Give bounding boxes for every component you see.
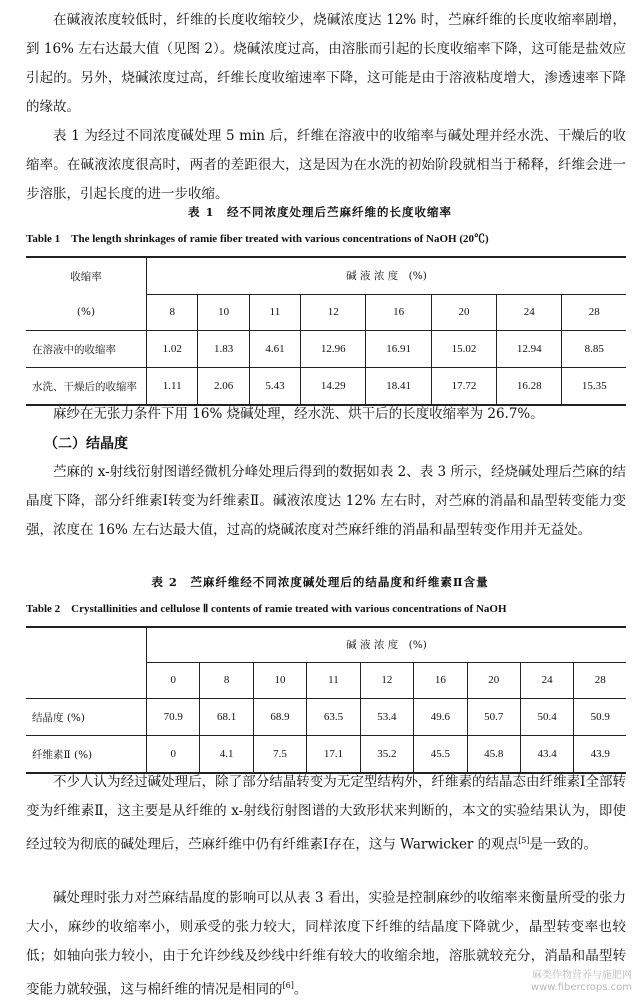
watermark-line: 麻类作物营养与施肥网 (532, 970, 632, 981)
table2-cell: 17.1 (307, 736, 360, 774)
table2-caption-en: Table 2 Crystallinities and cellulose Ⅱ contents of ramie treated with various concentrations of NaOH (26, 603, 507, 615)
table2-corner-blank (26, 662, 147, 699)
table1-cell: 16.28 (497, 368, 562, 406)
table1-col-header: 10 (198, 294, 249, 331)
table1-group-header: 碱 液 浓 度 (%) (147, 257, 627, 294)
table2-cell: 50.9 (574, 699, 626, 736)
table1-cell: 1.11 (147, 368, 198, 406)
table2-cell: 45.5 (414, 736, 467, 774)
paragraph-cellulose-form (26, 768, 626, 860)
paragraph-table1-intro: 表 1 为经过不同浓度碱处理 5 min 后，纤维在溶液中的收缩率与碱处理并经水洗、干燥后的收缩率。在碱液浓度很高时，两者的差距很大，这是因为在水洗的初始阶段就相当于稀释，纤维会进一步溶胀，引起长度的进一步收缩。 (26, 128, 626, 202)
table2 (26, 626, 626, 774)
table2-cell: 50.7 (467, 699, 520, 736)
table1-corner-bottom: (%) (76, 306, 96, 318)
table2-cell: 68.1 (200, 699, 253, 736)
table2-cell: 68.9 (253, 699, 306, 736)
table1 (26, 256, 626, 406)
table1-row-label: 水洗、干燥后的收缩率 (26, 368, 147, 406)
table2-col-header: 12 (360, 662, 413, 699)
table2-cell: 70.9 (147, 699, 200, 736)
watermark-line: www.fibercrops.com (530, 982, 632, 993)
table1-col-header: 24 (497, 294, 562, 331)
table-row (26, 331, 626, 368)
table2-col-header: 24 (520, 662, 573, 699)
table1-cell: 12.96 (301, 331, 366, 368)
citation-ref: [6] (282, 981, 294, 990)
table1-col-header: 8 (147, 294, 198, 331)
paragraph-crystallinity: 苎麻的 x-射线衍射图谱经微机分峰处理后得到的数据如表 2、表 3 所示，经烧碱处理后苎麻的结晶度下降，部分纤维素Ⅰ转变为纤维素Ⅱ。碱液浓度达 12% 左右时，对苎麻的消晶和晶型转变能力变强，浓度在 16% 左右达最大值，过高的烧碱浓度对苎麻纤维的消晶和晶型转变作用并无益处。 (26, 464, 626, 538)
table2-cell: 53.4 (360, 699, 413, 736)
paragraph-text: 碱处理时张力对苎麻结晶度的影响可以从表 3 看出，实验是控制麻纱的收缩率来衡量所受的张力大小，麻纱的收缩率小，则承受的张力较大，同样浓度下纤维的结晶度下降就少，晶型转变率也较低；如轴向张力较小，由于允许纱线及纱线中纤维有较大的收缩余地，溶胀就较充分，消晶和晶型转变能力就较强，这与棉纤维的情况是相同的 (26, 890, 626, 998)
table1-cell: 1.83 (198, 331, 249, 368)
table1-col-header: 12 (301, 294, 366, 331)
table2-cell: 63.5 (307, 699, 360, 736)
table1-col-header: 16 (366, 294, 431, 331)
table1-row-label: 在溶液中的收缩率 (26, 331, 147, 368)
table1-cell: 15.02 (431, 331, 496, 368)
paragraph-shrinkage: 在碱液浓度较低时，纤维的长度收缩较少，烧碱浓度达 12% 时，苎麻纤维的长度收缩率剧增，到 16% 左右达最大值（见图 2）。烧碱浓度过高，由溶胀而引起的长度收缩率下降，这可能是盐效应引起的。另外，烧碱浓度过高，纤维长度收缩速率下降，这可能是由于溶液粘度增大，渗透速率下降的缘故。 (26, 12, 626, 115)
table2-col-header: 16 (414, 662, 467, 699)
site-watermark (531, 970, 632, 994)
table1-col-header: 11 (249, 294, 300, 331)
table2-cell: 45.8 (467, 736, 520, 774)
table1-cell: 8.85 (562, 331, 626, 368)
table1-caption-cn: 表 1 经不同浓度处理后苎麻纤维的长度收缩率 (187, 205, 452, 219)
table1-col-header: 20 (431, 294, 496, 331)
table1-cell: 2.06 (198, 368, 249, 406)
table2-col-header: 8 (200, 662, 253, 699)
table1-cell: 12.94 (497, 331, 562, 368)
table2-row-label: 结晶度 (%) (26, 699, 147, 736)
table2-cell: 43.4 (520, 736, 573, 774)
table1-col-header: 28 (562, 294, 626, 331)
paragraph-text: 不少人认为经过碱处理后，除了部分结晶转变为无定型结构外，纤维素的结晶态由纤维素Ⅰ全部转变为纤维素Ⅱ，这主要是从纤维的 x-射线衍射图谱的大致形状来判断的，本文的实验结果认为，即使经过较为彻底的碱处理后，苎麻纤维中仍有纤维素Ⅰ存在，这与 Warwicker 的观点 (26, 774, 626, 853)
table1-cell: 5.43 (249, 368, 300, 406)
table1-cell: 1.02 (147, 331, 198, 368)
table2-corner (26, 627, 147, 662)
paragraph-text: 。 (293, 981, 308, 998)
table2-cell: 7.5 (253, 736, 306, 774)
table2-col-header: 11 (307, 662, 360, 699)
table1-cell: 17.72 (431, 368, 496, 406)
table1-cell: 4.61 (249, 331, 300, 368)
table2-group-header: 碱 液 浓 度 (%) (147, 627, 627, 662)
table1-cell: 18.41 (366, 368, 431, 406)
table2-col-header: 0 (147, 662, 200, 699)
table1-corner-top: 收缩率 (26, 257, 147, 294)
table1-cell: 14.29 (301, 368, 366, 406)
table2-col-header: 10 (253, 662, 306, 699)
table1-caption-en: Table 1 The length shrinkages of ramie fiber treated with various concentrations of NaOH (20℃) (26, 233, 489, 245)
table2-cell: 49.6 (414, 699, 467, 736)
table2-cell: 4.1 (200, 736, 253, 774)
table2-cell: 35.2 (360, 736, 413, 774)
table1-cell: 15.35 (562, 368, 626, 406)
table2-col-header: 20 (467, 662, 520, 699)
table2-cell: 43.9 (574, 736, 626, 774)
table2-col-header: 28 (574, 662, 626, 699)
paragraph-text: 是一致的。 (529, 836, 598, 853)
table2-row-label: 纤维素Ⅱ (%) (26, 736, 147, 774)
table-row (26, 699, 626, 736)
section-heading: （二）结晶度 (44, 436, 128, 452)
table2-caption-cn: 表 2 苎麻纤维经不同浓度碱处理后的结晶度和纤维素Ⅱ含量 (151, 575, 489, 589)
table1-cell: 16.91 (366, 331, 431, 368)
table2-cell: 50.4 (520, 699, 573, 736)
paragraph-yarn-shrinkage: 麻纱在无张力条件下用 16% 烧碱处理，经水洗、烘干后的长度收缩率为 26.7%。 (53, 406, 544, 422)
table2-cell: 0 (147, 736, 200, 774)
citation-ref: [5] (518, 836, 530, 845)
